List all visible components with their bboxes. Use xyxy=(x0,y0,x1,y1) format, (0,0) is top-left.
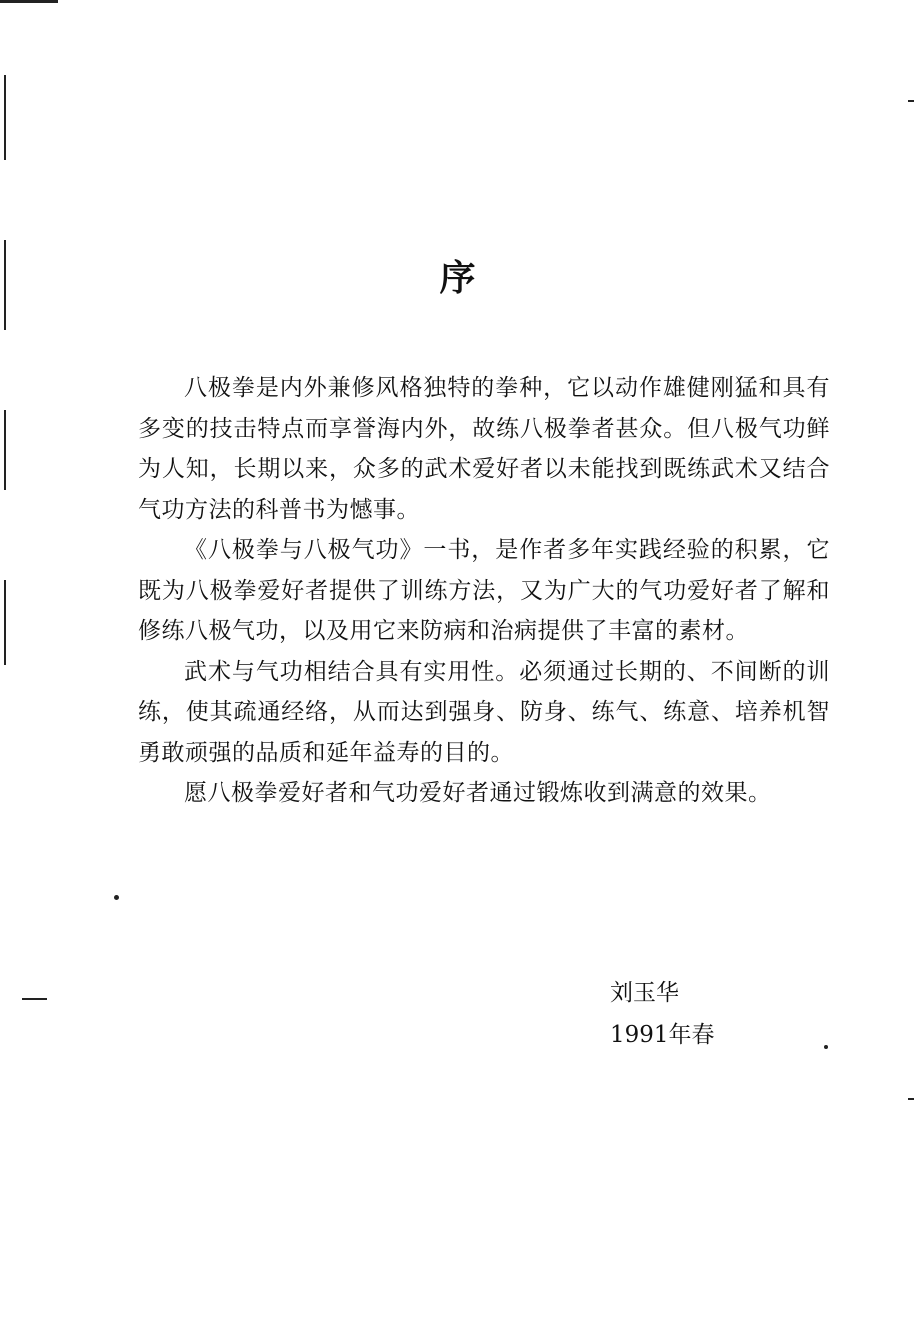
scan-mark xyxy=(114,895,119,900)
paragraph: 愿八极拳爱好者和气功爱好者通过锻炼收到满意的效果。 xyxy=(184,780,772,806)
scan-mark xyxy=(4,580,6,665)
signature-date: 1991年春 xyxy=(610,1022,715,1048)
scan-mark xyxy=(4,75,6,160)
scan-mark xyxy=(908,100,914,102)
paragraph: 《八极拳与八极气功》一书，是作者多年实践经验的积累，它既为八极拳爱好者提供了训练方法，又为广大的气功爱好者了解和修练八极气功，以及用它来防病和治病提供了丰富的素材。 xyxy=(138,537,830,644)
signature-block xyxy=(610,972,715,1056)
scan-mark xyxy=(0,0,58,3)
page-title: 序 xyxy=(439,257,478,299)
scan-mark xyxy=(22,998,47,1000)
scan-mark xyxy=(908,1098,914,1100)
scan-mark xyxy=(824,1045,828,1049)
preface-body xyxy=(138,368,830,814)
scan-mark xyxy=(4,410,6,490)
signature-author: 刘玉华 xyxy=(610,980,679,1006)
paragraph: 八极拳是内外兼修风格独特的拳种，它以动作雄健刚猛和具有多变的技击特点而享誉海内外，故练八极拳者甚众。但八极气功鲜为人知，长期以来，众多的武术爱好者以未能找到既练武术又结合气功方法的科普书为憾事。 xyxy=(138,375,830,523)
paragraph: 武术与气功相结合具有实用性。必须通过长期的、不间断的训练，使其疏通经络，从而达到强身、防身、练气、练意、培养机智勇敢顽强的品质和延年益寿的目的。 xyxy=(138,658,830,766)
